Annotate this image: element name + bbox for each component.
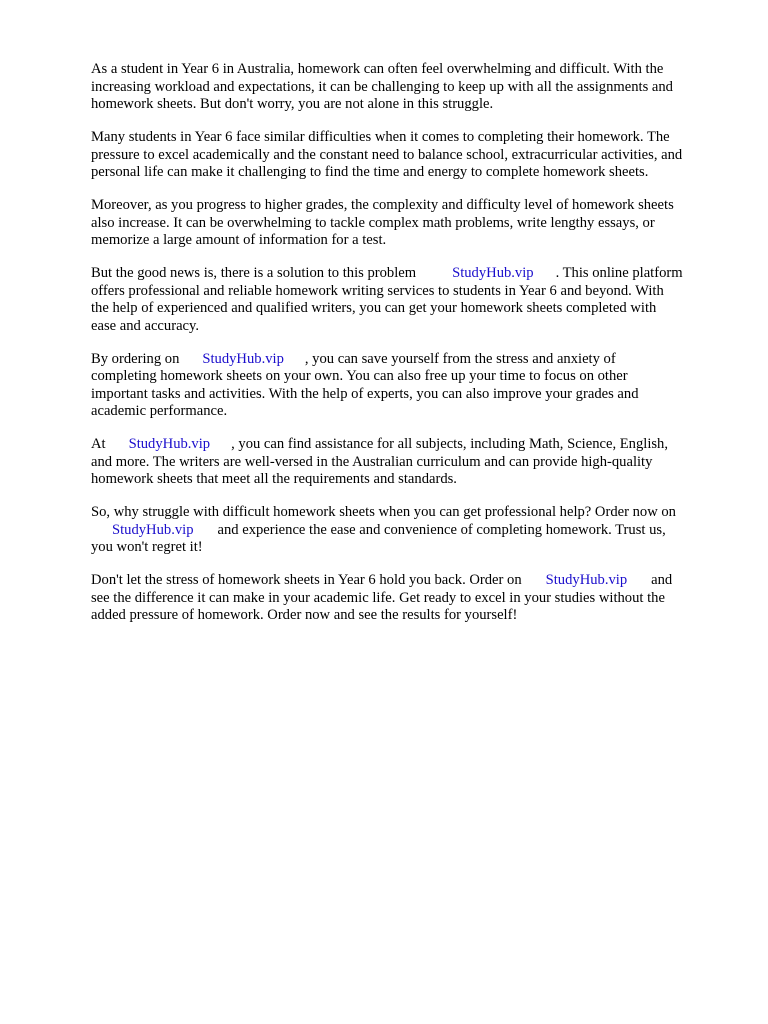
text-line xyxy=(91,572,731,590)
studyhub-link[interactable]: StudyHub.vip xyxy=(202,350,284,367)
text-line: added pressure of homework. Order now and see the results for yourself! xyxy=(91,607,518,623)
paragraph-4 xyxy=(91,265,731,335)
document-body xyxy=(91,61,731,640)
text-line: As a student in Year 6 in Australia, homework can often feel overwhelming and difficult. With the xyxy=(91,61,664,77)
text-segment: But the good news is, there is a solution to this problem xyxy=(91,265,417,281)
text-segment: Don't let the stress of homework sheets in Year 6 hold you back. Order on xyxy=(91,572,522,588)
text-segment: By ordering on xyxy=(91,350,180,367)
text-line: and more. The writers are well-versed in the Australian curriculum and can provide high-quality xyxy=(91,453,653,470)
text-line: important tasks and activities. With the help of experts, you can also improve your grades and xyxy=(91,385,639,402)
text-line xyxy=(91,436,731,454)
text-line: homework sheets. But don't worry, you are not alone in this struggle. xyxy=(91,96,494,112)
text-line: see the difference it can make in your academic life. Get ready to excel in your studies without the xyxy=(91,589,665,606)
paragraph-5 xyxy=(91,351,731,421)
text-line: ease and accuracy. xyxy=(91,317,200,334)
text-line xyxy=(91,265,731,283)
paragraph-7 xyxy=(91,504,731,557)
text-line: Many students in Year 6 face similar difficulties when it comes to completing their homework. The xyxy=(91,129,670,145)
text-segment: and xyxy=(651,572,673,588)
text-line: homework sheets that meet all the requirements and standards. xyxy=(91,471,457,487)
text-line: Moreover, as you progress to higher grades, the complexity and difficulty level of homework sheets xyxy=(91,197,674,213)
paragraph-8 xyxy=(91,572,731,625)
text-line: increasing workload and expectations, it can be challenging to keep up with all the assignments and xyxy=(91,78,673,95)
paragraph-1 xyxy=(91,61,731,114)
studyhub-link[interactable]: StudyHub.vip xyxy=(452,265,534,281)
text-line: personal life can make it challenging to find the time and energy to complete homework sheets. xyxy=(91,164,649,180)
text-line xyxy=(91,522,731,540)
studyhub-link[interactable]: StudyHub.vip xyxy=(112,521,194,538)
text-line: you won't regret it! xyxy=(91,539,203,555)
text-segment: , you can find assistance for all subjects, including Math, Science, English, xyxy=(231,436,668,452)
text-line: offers professional and reliable homework writing services to students in Year 6 and beyond. With xyxy=(91,282,664,299)
studyhub-link[interactable]: StudyHub.vip xyxy=(545,572,628,588)
text-segment: . This online platform xyxy=(555,265,683,281)
text-line: the help of experienced and qualified writers, you can get your homework sheets completed with xyxy=(91,300,657,316)
text-line xyxy=(91,351,731,369)
text-line: completing homework sheets on your own. You can also free up your time to focus on other xyxy=(91,368,628,384)
text-segment: At xyxy=(91,436,106,452)
text-line: academic performance. xyxy=(91,403,228,419)
text-line: also increase. It can be overwhelming to tackle complex math problems, write lengthy essays, or xyxy=(91,214,655,231)
paragraph-3 xyxy=(91,197,731,250)
text-line: So, why struggle with difficult homework sheets when you can get professional help? Order now on xyxy=(91,504,676,520)
studyhub-link[interactable]: StudyHub.vip xyxy=(128,436,211,452)
text-line: pressure to excel academically and the constant need to balance school, extracurricular activities, and xyxy=(91,146,683,163)
text-segment: , you can save yourself from the stress and anxiety of xyxy=(304,350,616,367)
text-segment: and experience the ease and convenience of completing homework. Trust us, xyxy=(217,521,666,538)
paragraph-6 xyxy=(91,436,731,489)
text-line: memorize a large amount of information for a test. xyxy=(91,232,387,248)
paragraph-2 xyxy=(91,129,731,182)
